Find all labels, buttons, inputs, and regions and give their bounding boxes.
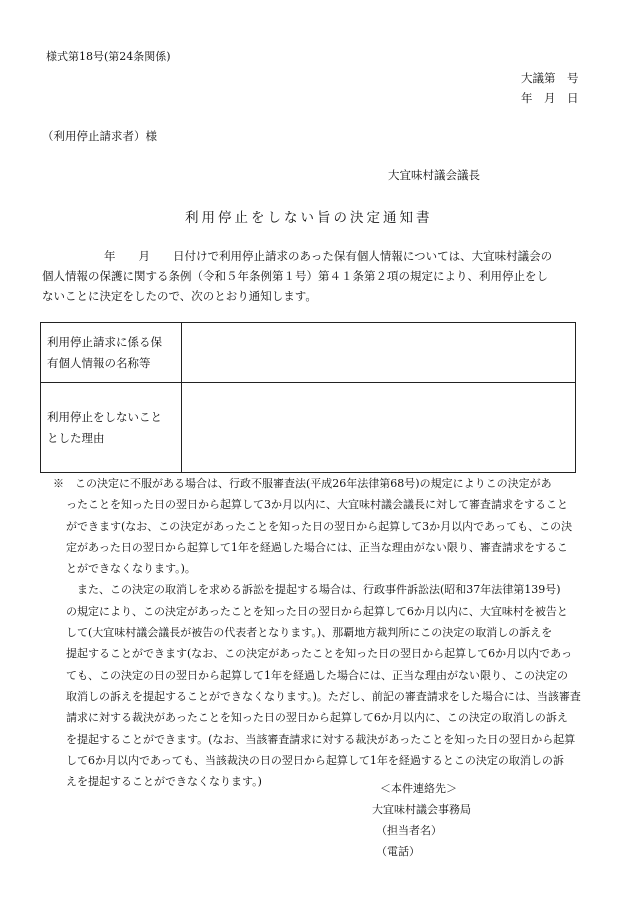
sender-name: 大宜味村議会議長 — [388, 168, 480, 182]
notice-line: とができなくなります。)。 — [66, 562, 196, 576]
notice-line: の規定により、この決定があったことを知った日の翌日から起算して6か月以内に、大宜味村を被告と — [66, 604, 568, 618]
document-number: 大議第 号 — [521, 71, 579, 85]
notice-line: して(大宜味村議会議長が被告の代表者となります。)、那覇地方裁判所にこの決定の取消しの訴えを — [66, 626, 553, 640]
form-number: 様式第18号(第24条関係) — [46, 50, 171, 63]
addressee: （利用停止請求者）様 — [42, 129, 157, 143]
notice-line: 取消しの訴えを提起することができなくなります。)。ただし、前記の審査請求をした場合には、当該審査 — [66, 689, 581, 703]
contact-office: 大宜味村議会事務局 — [372, 803, 471, 816]
intro-paragraph — [42, 246, 552, 306]
info-table — [40, 322, 576, 473]
notice-line: ができます(なお、この決定があったことを知った日の翌日から起算して3か月以内であっても、この決 — [66, 519, 573, 533]
intro-line: 個人情報の保護に関する条例（令和５年条例第１号）第４１条第２項の規定により、利用停止をし — [42, 269, 548, 283]
intro-line: ないことに決定をしたので、次のとおり通知します。 — [42, 289, 317, 303]
notice-line: を提起することができます。(なお、当該審査請求に対する裁決があったことを知った日の翌日から起算 — [66, 732, 576, 746]
contact-block — [372, 778, 471, 862]
notice-line: ※ この決定に不服がある場合は、行政不服審査法(平成26年法律第68号)の規定によりこの決定があ — [53, 477, 552, 490]
row1-label: 利用停止請求に係る保 有個人情報の名称等 — [41, 323, 182, 383]
notice-line: 提起することができます(なお、この決定があったことを知った日の翌日から起算して6か月以内であっ — [66, 647, 573, 661]
notice-line: 定があった日の翌日から起算して1年を経過した場合には、正当な理由がない限り、審査請求をするこ — [66, 540, 568, 554]
notice-line: また、この決定の取消しを求める訴訟を提起する場合は、行政事件訴訟法(昭和37年法律第139号) — [77, 583, 561, 597]
contact-heading: ＜本件連絡先＞ — [380, 782, 457, 795]
intro-line: 年 月 日付けで利用停止請求のあった保有個人情報については、大宜味村議会の — [104, 249, 553, 263]
notice-line: して6か月以内であっても、当該裁決の日の翌日から起算して1年を経過するとこの決定の取消しの訴 — [66, 753, 564, 767]
row2-label: 利用停止をしないこと とした理由 — [41, 383, 182, 473]
appeal-notice — [53, 473, 581, 792]
row2-value — [182, 383, 576, 473]
table-row — [41, 323, 576, 383]
table-row — [41, 383, 576, 473]
contact-phone: （電話） — [376, 845, 420, 858]
document-title: 利用停止をしない旨の決定通知書 — [185, 210, 433, 226]
issue-date: 年 月 日 — [521, 91, 579, 105]
row1-value — [182, 323, 576, 383]
notice-line: 請求に対する裁決があったことを知った日の翌日から起算して6か月以内に、この決定の取消しの訴え — [66, 711, 568, 725]
notice-line: えを提起することができなくなります。) — [66, 775, 262, 789]
notice-line: ったことを知った日の翌日から起算して3か月以内に、大宜味村議会議長に対して審査請求をすること — [66, 498, 568, 512]
contact-person: （担当者名） — [376, 824, 442, 837]
notice-line: ても、この決定の日の翌日から起算して1年を経過した場合には、正当な理由がない限り、この決定の — [66, 668, 568, 682]
